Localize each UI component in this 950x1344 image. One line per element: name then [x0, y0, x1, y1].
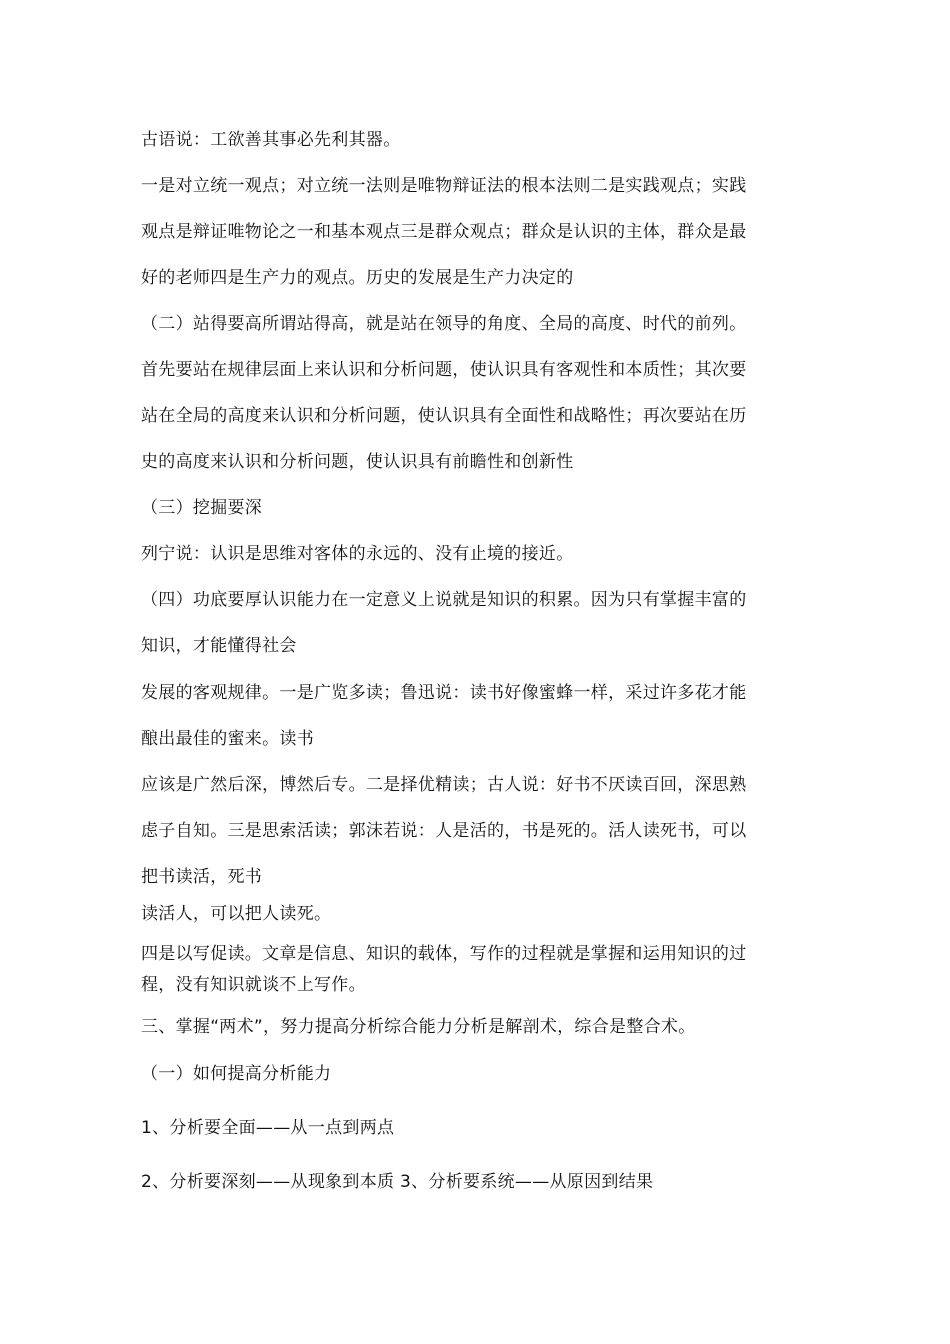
text-line-5: （二）站得要高所谓站得高，就是站在领导的角度、全局的高度、时代的前列。: [141, 314, 747, 334]
text-line-13: 发展的客观规律。一是广览多读；鲁迅说：读书好像蜜蜂一样，采过许多花才能: [141, 683, 747, 703]
text-line-20: 程，没有知识就谈不上写作。: [141, 975, 366, 995]
text-line-4: 好的老师四是生产力的观点。历史的发展是生产力决定的: [141, 268, 574, 288]
text-line-1: 古语说：工欲善其事必先利其器。: [141, 130, 401, 150]
text-line-18: 读活人，可以把人读死。: [141, 904, 332, 924]
text-line-14: 酿出最佳的蜜来。读书: [141, 729, 314, 749]
text-line-8: 史的高度来认识和分析问题，使认识具有前瞻性和创新性: [141, 452, 574, 472]
text-line-3: 观点是辩证唯物论之一和基本观点三是群众观点；群众是认识的主体，群众是最: [141, 222, 747, 242]
text-line-2: 一是对立统一观点；对立统一法则是唯物辩证法的根本法则二是实践观点；实践: [141, 176, 747, 196]
text-line-16: 虑子自知。三是思索活读；郭沫若说：人是活的，书是死的。活人读死书，可以: [141, 821, 747, 841]
text-line-24: 2、分析要深刻——从现象到本质 3、分析要系统——从原因到结果: [141, 1172, 654, 1192]
text-line-11: （四）功底要厚认识能力在一定意义上说就是知识的积累。因为只有掌握丰富的: [141, 590, 747, 610]
text-line-7: 站在全局的高度来认识和分析问题，使认识具有全面性和战略性；再次要站在历: [141, 406, 747, 426]
text-line-6: 首先要站在规律层面上来认识和分析问题，使认识具有客观性和本质性；其次要: [141, 360, 747, 380]
text-line-21: 三、掌握“两术”，努力提高分析综合能力分析是解剖术，综合是整合术。: [141, 1017, 696, 1037]
text-line-22: （一）如何提高分析能力: [141, 1064, 332, 1084]
text-line-12: 知识，才能懂得社会: [141, 636, 297, 656]
text-line-10: 列宁说：认识是思维对客体的永远的、没有止境的接近。: [141, 544, 574, 564]
text-line-9: （三）挖掘要深: [141, 498, 263, 518]
text-line-23: 1、分析要全面——从一点到两点: [141, 1118, 395, 1138]
text-line-15: 应该是广然后深，博然后专。二是择优精读；古人说：好书不厌读百回，深思熟: [141, 775, 747, 795]
text-line-17: 把书读活，死书: [141, 867, 263, 887]
text-line-19: 四是以写促读。文章是信息、知识的载体，写作的过程就是掌握和运用知识的过: [141, 944, 747, 964]
